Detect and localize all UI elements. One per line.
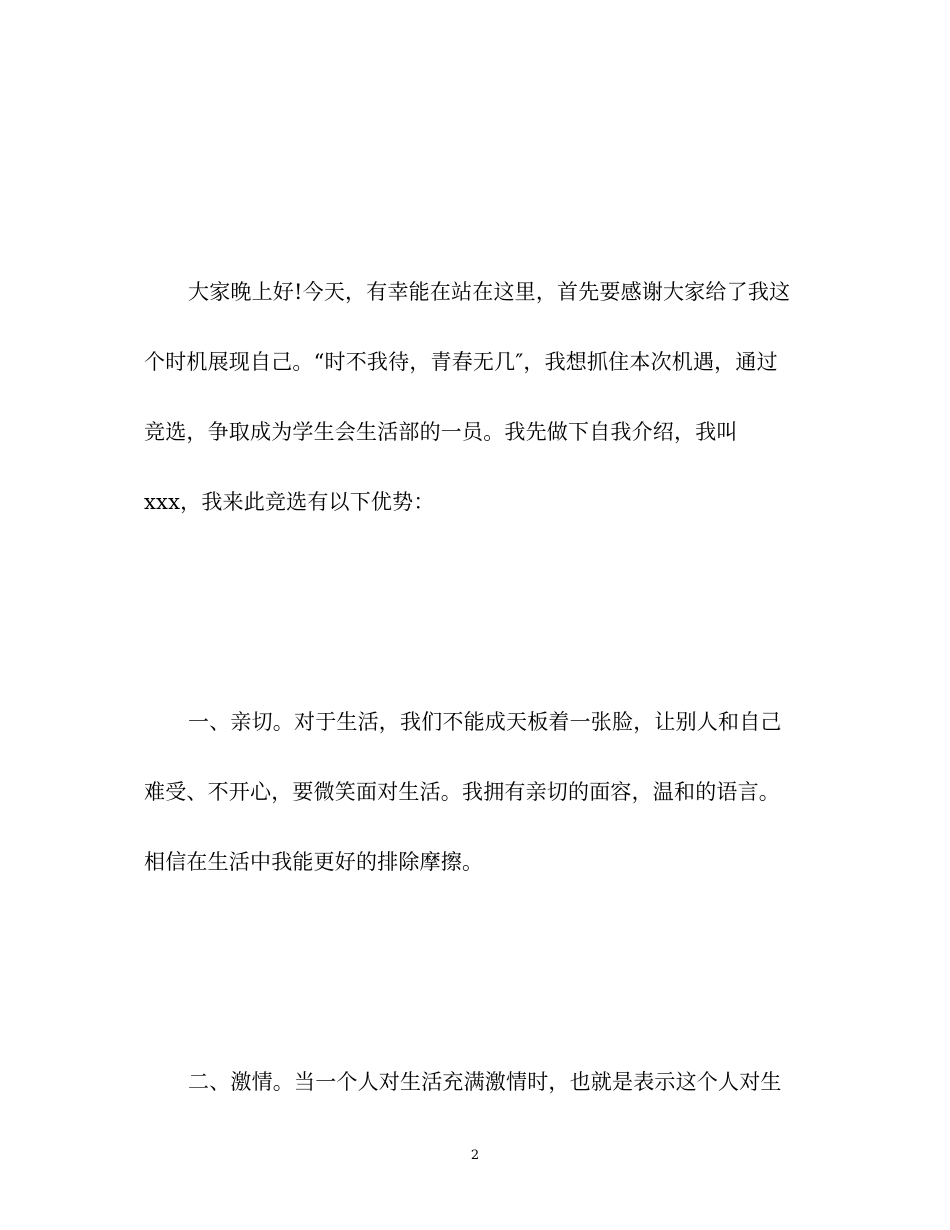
paragraph-3-line-1: 二、激情。当一个人对生活充满激情时，也就是表示这个人对生 (188, 1070, 782, 1094)
paragraph-2-line-2: 难受、不开心，要微笑面对生活。我拥有亲切的面容，温和的语言。 (144, 780, 780, 804)
page-number: 2 (470, 1148, 480, 1163)
paragraph-1-line-4: xxx，我来此竞选有以下优势： (144, 490, 435, 514)
paragraph-2-line-3: 相信在生活中我能更好的排除摩擦。 (144, 850, 484, 874)
paragraph-1-line-2: 个时机展现自己。“时不我待，青春无几″，我想抓住本次机遇，通过 (144, 350, 778, 374)
paragraph-2-line-1: 一、亲切。对于生活，我们不能成天板着一张脸，让别人和自己 (188, 710, 782, 734)
paragraph-1-line-3: 竞选，争取成为学生会生活部的一员。我先做下自我介绍，我叫 (144, 420, 738, 444)
paragraph-1-line-1: 大家晚上好!今天，有幸能在站在这里，首先要感谢大家给了我这 (188, 280, 791, 304)
